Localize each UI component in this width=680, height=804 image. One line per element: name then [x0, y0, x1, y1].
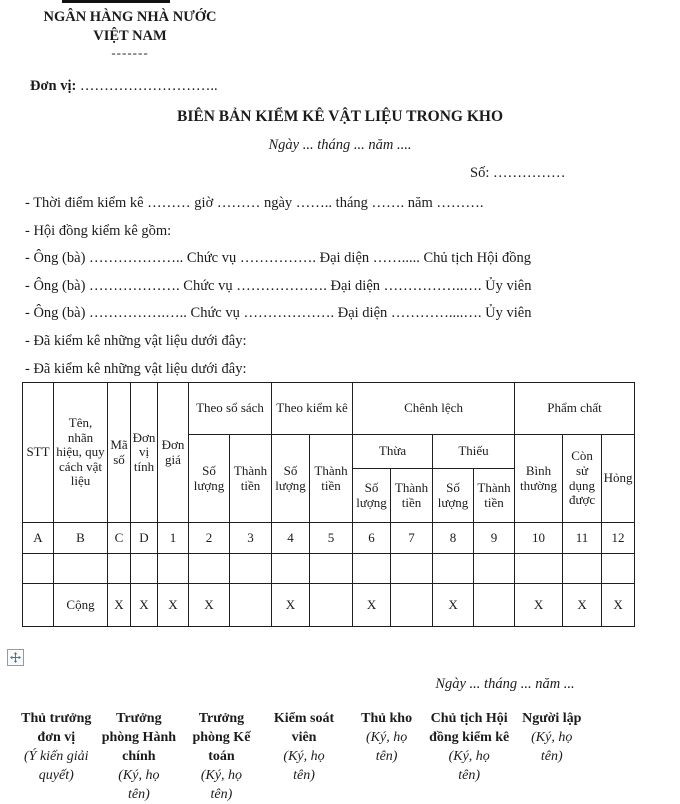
col-group-thieu: Thiếu: [433, 435, 515, 469]
signature-note: (Ký, họ tên): [200, 768, 243, 802]
col-group-chenh-lech: Chênh lệch: [353, 383, 515, 435]
table-cell: 11: [563, 523, 602, 554]
table-cell: [54, 554, 108, 584]
table-cell: [391, 554, 433, 584]
col-header-ten: Tên, nhãn hiệu, quy cách vật liệu: [54, 383, 108, 523]
table-header-row-1: [23, 383, 635, 435]
info-line-member-3: - Ông (bà) …………….….. Chức vụ ………………. Đại diện …………....…. Ủy viên: [25, 305, 532, 322]
table-cell: X: [515, 584, 563, 627]
col-header-thanh-tien-thieu: Thành tiền: [474, 469, 515, 523]
table-cell: 3: [230, 523, 272, 554]
table-cell: X: [602, 584, 635, 627]
table-cell: B: [54, 523, 108, 554]
table-cell: D: [131, 523, 158, 554]
signature-note: (Ký, họ tên): [283, 749, 325, 783]
signature-title: Thủ kho: [361, 711, 413, 726]
table-cell: [602, 554, 635, 584]
unit-dotted-blank: ………………………..: [79, 78, 218, 94]
col-header-so-luong-kk: Số lượng: [272, 435, 310, 523]
column-index-row: [23, 523, 635, 554]
table-cell: [131, 554, 158, 584]
document-number-line: Số: ……………: [470, 165, 566, 181]
signature-title: Trưởng phòng Kế toán: [192, 711, 251, 764]
table-cell: [563, 554, 602, 584]
col-group-thua: Thừa: [353, 435, 433, 469]
table-cell: [230, 554, 272, 584]
cropped-top-edge: [62, 0, 170, 3]
move-cross-arrow-icon: [10, 652, 21, 663]
table-cell: X: [563, 584, 602, 627]
inventory-table: [22, 382, 635, 627]
info-line-member-1: - Ông (bà) ……………….. Chức vụ ……………. Đại diện ……..... Chủ tịch Hội đồng: [25, 250, 532, 267]
table-cell: [230, 584, 272, 627]
org-name-line2: VIỆT NAM: [93, 28, 167, 44]
signature-note: (Ý kiến giải quyết): [24, 749, 89, 783]
col-header-don-gia: Đơn giá: [158, 383, 189, 523]
title-date-line: Ngày ... tháng ... năm ....: [268, 137, 412, 153]
signature-note: (Ký, họ tên): [365, 730, 408, 764]
table-cell: [515, 554, 563, 584]
info-line-committee: - Hội đồng kiểm kê gồm:: [25, 222, 172, 239]
table-cell-total-label: Cộng: [54, 584, 108, 627]
signature-note: (Ký, họ tên): [531, 730, 573, 764]
info-lines: [25, 190, 665, 383]
signature-note: (Ký, họ tên): [118, 768, 160, 802]
col-header-so-luong-thieu: Số lượng: [433, 469, 474, 523]
col-group-pham-chat: Phẩm chất: [515, 383, 635, 435]
table-cell: [391, 584, 433, 627]
signature-title: Trưởng phòng Hành chính: [101, 711, 177, 764]
table-cell: 9: [474, 523, 515, 554]
table-cell: X: [189, 584, 230, 627]
col-header-so-luong-ss: Số lượng: [189, 435, 230, 523]
table-cell: 12: [602, 523, 635, 554]
col-header-binh-thuong: Bình thường: [515, 435, 563, 523]
table-cell: [189, 554, 230, 584]
table-move-handle[interactable]: [7, 649, 24, 666]
table-cell: [310, 554, 353, 584]
col-header-so-luong-thua: Số lượng: [353, 469, 391, 523]
table-cell: 4: [272, 523, 310, 554]
org-divider: -------: [111, 45, 149, 60]
table-cell: [272, 554, 310, 584]
table-cell: [474, 554, 515, 584]
signature-title: Thủ trưởng đơn vị: [21, 711, 92, 745]
col-header-thanh-tien-ss: Thành tiền: [230, 435, 272, 523]
org-header: [15, 8, 245, 59]
table-cell: 7: [391, 523, 433, 554]
blank-data-row: [23, 554, 635, 584]
form-title: BIÊN BẢN KIỂM KÊ VẬT LIỆU TRONG KHO: [177, 108, 503, 125]
col-header-thanh-tien-kk: Thành tiền: [310, 435, 353, 523]
table-cell: X: [158, 584, 189, 627]
table-cell: [474, 584, 515, 627]
table-cell: 6: [353, 523, 391, 554]
col-header-don-vi-tinh: Đơn vị tính: [131, 383, 158, 523]
unit-label: Đơn vị:: [30, 78, 77, 94]
table-cell: [433, 554, 474, 584]
signature-title: Chủ tịch Hội đồng kiểm kê: [429, 711, 510, 745]
table-cell: X: [131, 584, 158, 627]
table-cell: [353, 554, 391, 584]
info-line-time: - Thời điểm kiểm kê ……… giờ ……… ngày …….. tháng ……. năm ……….: [25, 195, 484, 211]
col-header-hong: Hỏng: [602, 435, 635, 523]
table-cell: X: [272, 584, 310, 627]
table-cell: C: [108, 523, 131, 554]
col-group-theo-kiem-ke: Theo kiểm kê: [272, 383, 353, 435]
info-line-checked-1: - Đã kiểm kê những vật liệu dưới đây:: [25, 332, 247, 349]
table-cell: [158, 554, 189, 584]
footer-date-line: Ngày ... tháng ... năm ...: [435, 676, 575, 692]
table-cell: X: [433, 584, 474, 627]
col-header-con-su-dung: Còn sử dụng được: [563, 435, 602, 523]
table-cell: [310, 584, 353, 627]
table-cell: [108, 554, 131, 584]
col-group-theo-so-sach: Theo sổ sách: [189, 383, 272, 435]
unit-field-line: [30, 78, 218, 95]
signature-note: (Ký, họ tên): [448, 749, 490, 783]
col-header-thanh-tien-thua: Thành tiền: [391, 469, 433, 523]
table-cell: A: [23, 523, 54, 554]
col-header-ma-so: Mã số: [108, 383, 131, 523]
info-line-checked-2: - Đã kiểm kê những vật liệu dưới đây:: [25, 360, 247, 377]
table-cell: 8: [433, 523, 474, 554]
table-cell: [23, 584, 54, 627]
table-cell: 2: [189, 523, 230, 554]
signature-title: Kiểm soát viên: [273, 711, 335, 745]
table-cell: [23, 554, 54, 584]
table-cell: 1: [158, 523, 189, 554]
signature-title: Người lập: [522, 711, 582, 726]
total-row: [23, 584, 635, 627]
info-line-member-2: - Ông (bà) ………………. Chức vụ ………………. Đại diện ……………..…. Ủy viên: [25, 277, 532, 294]
table-cell: X: [108, 584, 131, 627]
col-header-stt: STT: [23, 383, 54, 523]
table-cell: X: [353, 584, 391, 627]
table-cell: 5: [310, 523, 353, 554]
org-name-line1: NGÂN HÀNG NHÀ NƯỚC: [43, 9, 217, 25]
table-cell: 10: [515, 523, 563, 554]
